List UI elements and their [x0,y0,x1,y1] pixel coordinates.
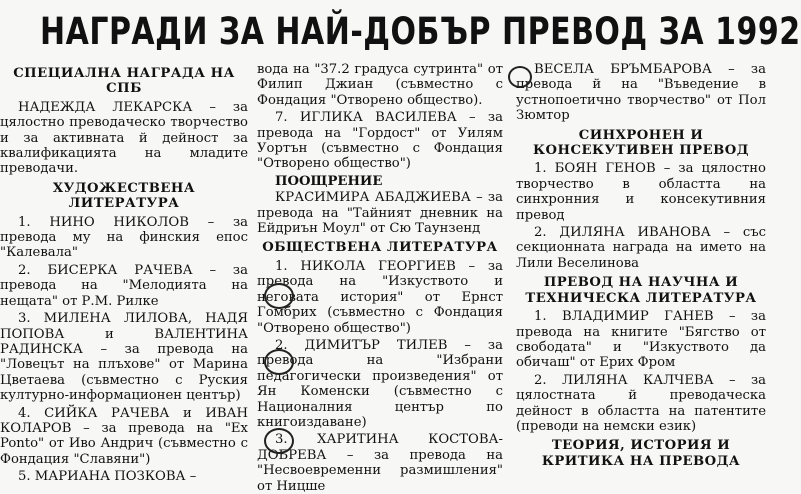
award-paragraph: 2. ДИМИТЪР ТИЛЕВ – за превода на "Избрани педагогически произведения" от Ян Коменски (съвместно с Националния център по книгоиздаване) [257,337,503,430]
pen-circle-marker [264,283,294,309]
column-middle [257,62,503,494]
award-paragraph: НАДЕЖДА ЛЕКАРСКА – за цялостно преводаческо творчество и за активната й дейност за квалификацията на младите преводачи. [0,99,248,177]
section-heading: СИНХРОНЕН И КОНСЕКУТИВЕН ПРЕВОД [533,127,749,159]
subsection-heading: ПООЩРЕНИЕ [275,173,383,189]
award-paragraph: 1. НИНО НИКОЛОВ – за превода му на финския епос "Калевала" [0,214,248,261]
award-paragraph: 3. МИЛЕНА ЛИЛОВА, НАДЯ ПОПОВА и ВАЛЕНТИНА РАДИНСКА – за превода на "Ловецът на плъхове" от Марина Цветаева (съвместно с Руския културно-информационен център) [0,311,248,404]
column-right [516,62,766,484]
column-left [0,62,248,484]
section-heading: ПРЕВОД НА НАУЧНА И ТЕХНИЧЕСКА ЛИТЕРАТУРА [525,275,757,306]
award-paragraph: 2. ДИЛЯНА ИВАНОВА – със секционната награда на името на Лили Веселинова [516,225,766,271]
award-paragraph: вода на "37.2 градуса сутринта" от Филип Джиан (съвместно с Фондация "Отворено общество). [257,62,503,108]
section-heading: ХУДОЖЕСТВЕНА ЛИТЕРАТУРА [52,180,196,212]
award-paragraph: 2. БИСЕРКА РАЧЕВА – за превода на "Мелодията на нещата" от Р.М. Рилке [0,262,248,309]
award-paragraph: 7. ИГЛИКА ВАСИЛЕВА – за превода на "Гордост" от Уилям Уортън (съвместно с Фондация "Отворено общество") [257,110,503,172]
pen-circle-marker [508,66,532,88]
section-heading: ТЕОРИЯ, ИСТОРИЯ И КРИТИКА НА ПРЕВОДА [541,438,741,469]
award-paragraph: 5. МАРИАНА ПОЗКОВА – [18,469,197,485]
headline: НАГРАДИ ЗА НАЙ-ДОБЪР ПРЕВОД ЗА 1992 [40,10,801,54]
section-heading: ОБЩЕСТВЕНА ЛИТЕРАТУРА [262,240,498,256]
award-paragraph: 1. БОЯН ГЕНОВ – за цялостно творчество в областта на синхронния и консекутивния превод [516,161,766,223]
section-heading: СПЕЦИАЛНА НАГРАДА НА СПБ [13,66,235,97]
award-paragraph: 2. ЛИЛЯНА КАЛЧЕВА – за цялостната й преводаческа дейност в областта на патентите (преводи на немски език) [516,372,766,434]
award-paragraph: 1. ВЛАДИМИР ГАНЕВ – за превода на книгите "Бягство от свободата" и "Изкуството да обичаш" от Ерих Фром [516,309,766,371]
pen-circle-marker [264,428,294,454]
award-paragraph: 1. НИКОЛА ГЕОРГИЕВ – за превода на "Изкуството и неговата история" от Ернст Гомбрих (съвместно с Фондация "Отворено общество") [257,258,503,336]
award-paragraph: 4. СИЙКА РАЧЕВА и ИВАН КОЛАРОВ – за превода на "Ех Ponto" от Иво Андрич (съвместно с Фондация "Славяни") [0,405,248,467]
award-paragraph: ВЕСЕЛА БРЪМБАРОВА – за превода й на "Въведение в устнопоетично творчество" от Пол Зюмтор [516,62,766,124]
pen-circle-marker [264,349,294,375]
award-paragraph: 3. ХАРИТИНА КОСТОВА-ДОБРЕВА – за превода на "Несвоевременни размишления" от Ницше [257,432,503,494]
award-paragraph: КРАСИМИРА АБАДЖИЕВА – за превода на "Тайният дневник на Ейдриън Моул" от Сю Таунзенд [257,190,503,237]
